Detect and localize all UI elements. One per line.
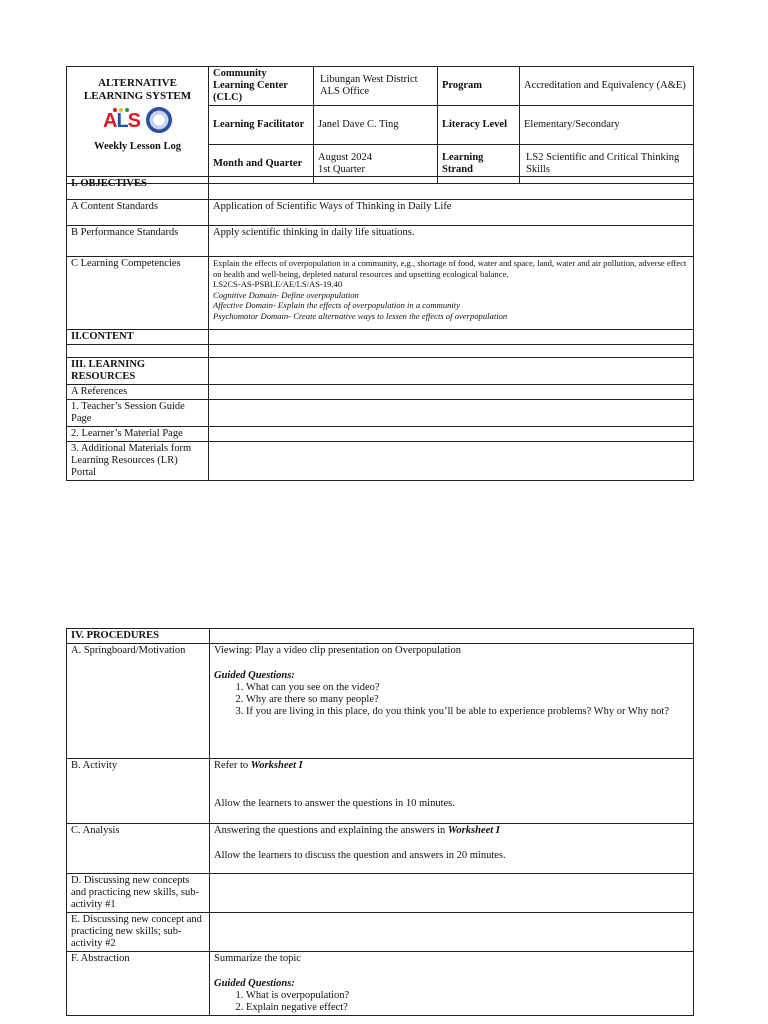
cognitive-domain: Cognitive Domain- Define overpopulation bbox=[213, 289, 359, 300]
springboard-text: Viewing: Play a video clip presentation on Overpopulation bbox=[214, 645, 461, 656]
additional-materials-label: 3. Additional Materials form Learning Resources (LR) Portal bbox=[67, 442, 209, 481]
deped-seal-icon bbox=[146, 107, 172, 133]
springboard-questions bbox=[214, 682, 689, 718]
program-value: Accreditation and Equivalency (A&E) bbox=[520, 67, 694, 106]
objectives-table bbox=[66, 176, 694, 481]
activity-text: Allow the learners to answer the questions in 10 minutes. bbox=[214, 798, 455, 809]
content-heading: II.CONTENT bbox=[67, 330, 209, 345]
performance-standards-label: B Performance Standards bbox=[67, 226, 209, 257]
brand-cell bbox=[67, 67, 209, 184]
content-standards-value: Application of Scientific Ways of Thinking in Daily Life bbox=[209, 200, 694, 226]
analysis-label: C. Analysis bbox=[67, 824, 210, 874]
month-value-1: August 2024 bbox=[318, 152, 372, 163]
abstraction-label: F. Abstraction bbox=[67, 952, 210, 1016]
references-label: A References bbox=[67, 385, 209, 400]
abstraction-text: Summarize the topic bbox=[214, 953, 301, 964]
month-value-2: 1st Quarter bbox=[318, 164, 365, 175]
question-item: 3. If you are living in this place, do you think you’ll be able to experience problems? Why or Why not? bbox=[246, 706, 689, 718]
als-logo-text: ALS bbox=[102, 110, 140, 132]
brand-line1: ALTERNATIVE bbox=[98, 77, 177, 89]
strand-label: Learning Strand bbox=[438, 145, 520, 184]
literacy-label: Literacy Level bbox=[438, 106, 520, 145]
affective-domain: Affective Domain- Explain the effects of overpopulation in a community bbox=[213, 300, 461, 310]
resources-heading: III. LEARNING RESOURCES bbox=[67, 358, 209, 385]
literacy-value: Elementary/Secondary bbox=[520, 106, 694, 145]
psychomotor-domain: Psychomotor Domain- Create alternative ways to lessen the effects of overpopulation bbox=[213, 310, 508, 321]
header-table bbox=[66, 66, 694, 184]
facilitator-label: Learning Facilitator bbox=[209, 106, 314, 145]
month-label: Month and Quarter bbox=[209, 145, 314, 184]
competencies-text: Explain the effects of overpopulation in a community, e,g., shortage of food, water and space, land, water and air pollution, adverse effect on health and well-being, depleted natural resources and upsetting ecological balance. bbox=[213, 258, 687, 279]
discussing-2-label: E. Discussing new concept and practicing new skills; sub-activity #2 bbox=[67, 913, 210, 952]
question-item: 1. What can you see on the video? bbox=[246, 682, 689, 694]
procedures-heading: IV. PROCEDURES bbox=[67, 629, 210, 644]
abstraction-guided-label: Guided Questions: bbox=[214, 978, 295, 989]
abstraction-questions bbox=[214, 990, 689, 1014]
facilitator-value: Janel Dave C. Ting bbox=[314, 106, 438, 145]
analysis-worksheet: Worksheet I bbox=[447, 825, 500, 836]
activity-worksheet: Worksheet I bbox=[250, 760, 303, 771]
clc-label: Community Learning Center (CLC) bbox=[209, 67, 314, 106]
analysis-value bbox=[210, 824, 694, 874]
question-item: 2. Why are there so many people? bbox=[246, 694, 689, 706]
learning-competencies-label: C Learning Competencies bbox=[67, 257, 209, 330]
objectives-heading: I. OBJECTIVES bbox=[67, 177, 209, 200]
performance-standards-value: Apply scientific thinking in daily life situations. bbox=[209, 226, 694, 257]
analysis-text: Allow the learners to discuss the question and answers in 20 minutes. bbox=[214, 850, 506, 861]
doc-type: Weekly Lesson Log bbox=[94, 141, 181, 152]
content-standards-label: A Content Standards bbox=[67, 200, 209, 226]
activity-value bbox=[210, 759, 694, 824]
learning-competencies-value bbox=[209, 257, 694, 330]
question-item: 1. What is overpopulation? bbox=[246, 990, 689, 1002]
als-logo bbox=[103, 108, 140, 132]
springboard-value bbox=[210, 644, 694, 759]
question-item: 2. Explain negative effect? bbox=[246, 1002, 689, 1014]
springboard-guided-label: Guided Questions: bbox=[214, 670, 295, 681]
discussing-1-label: D. Discussing new concepts and practicing new skills, sub-activity #1 bbox=[67, 874, 210, 913]
abstraction-value bbox=[210, 952, 694, 1016]
springboard-label: A. Springboard/Motivation bbox=[67, 644, 210, 759]
program-label: Program bbox=[438, 67, 520, 106]
activity-label: B. Activity bbox=[67, 759, 210, 824]
competencies-code: LS2CS-AS-PSBLE/AE/LS/AS-19.40 bbox=[213, 279, 343, 289]
analysis-refer: Answering the questions and explaining the answers in bbox=[214, 825, 448, 836]
clc-value: Libungan West District ALS Office bbox=[314, 67, 438, 106]
learner-material-label: 2. Learner’s Material Page bbox=[67, 427, 209, 442]
teacher-guide-label: 1. Teacher’s Session Guide Page bbox=[67, 400, 209, 427]
logos bbox=[71, 107, 204, 133]
strand-value: LS2 Scientific and Critical Thinking Skills bbox=[520, 145, 694, 184]
procedures-table bbox=[66, 628, 694, 1016]
brand-line2: LEARNING SYSTEM bbox=[83, 90, 192, 102]
activity-refer: Refer to bbox=[214, 760, 251, 771]
